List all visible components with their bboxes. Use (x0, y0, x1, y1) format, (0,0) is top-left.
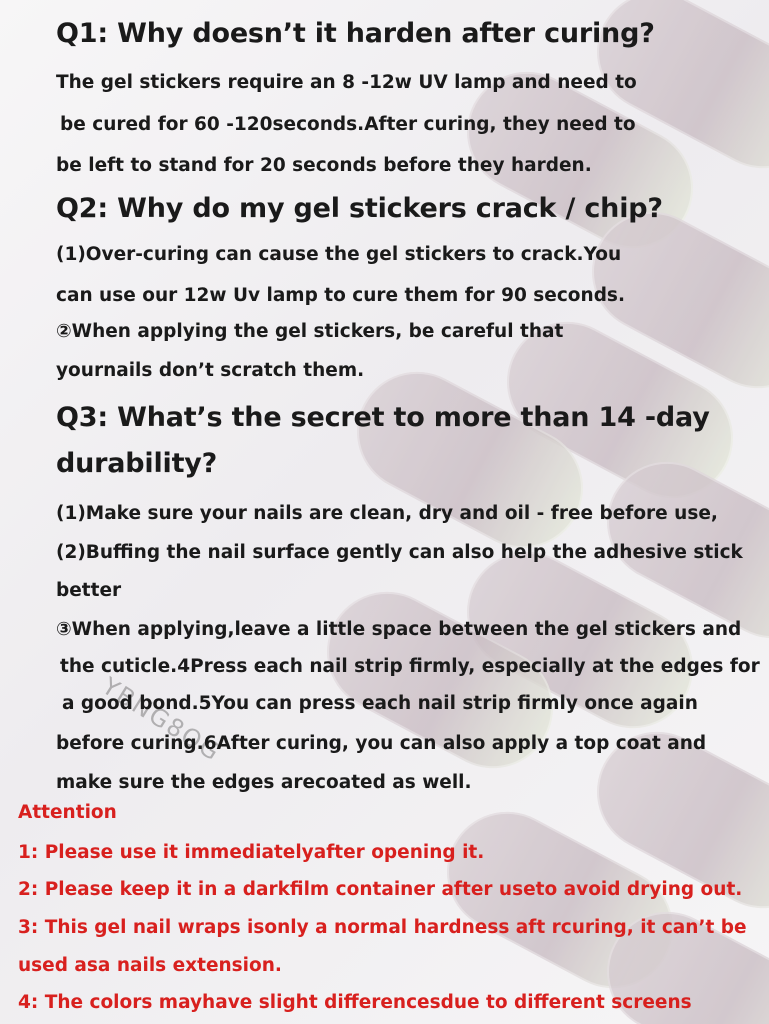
q3-line: a good bond.5You can press each nail strip firmly once again (62, 693, 698, 714)
q3-title: durability? (56, 448, 218, 479)
q3-line: better (56, 580, 122, 601)
attention-line: 2: Please keep it in a darkfilm container after useto avoid drying out. (18, 879, 743, 900)
q1-title: Q1: Why doesn’t it harden after curing? (56, 18, 655, 49)
q2-line: can use our 12w Uv lamp to cure them for 90 seconds. (56, 285, 625, 306)
q1-line: be cured for 60 -120seconds.After curing, they need to (60, 114, 636, 135)
q2-line: (1)Over-curing can cause the gel stickers to crack.You (56, 244, 622, 265)
attention-line: 4: The colors mayhave slight differencesdue to different screens (18, 992, 692, 1013)
q1-line: be left to stand for 20 seconds before they harden. (56, 155, 592, 176)
attention-line: 1: Please use it immediatelyafter opening it. (18, 842, 485, 863)
attention-title: Attention (18, 802, 117, 823)
q3-line: (2)Buffing the nail surface gently can also help the adhesive stick (56, 542, 743, 563)
q1-line: The gel stickers require an 8 -12w UV lamp and need to (56, 72, 637, 93)
q3-line: the cuticle.4Press each nail strip firmly, especially at the edges for (60, 656, 760, 677)
watermark: YBNG8OG (97, 672, 227, 767)
q3-title: Q3: What’s the secret to more than 14 -day (56, 402, 710, 433)
q2-line: yournails don’t scratch them. (56, 360, 365, 381)
q3-line: (1)Make sure your nails are clean, dry and oil - free before use, (56, 503, 718, 524)
q2-title: Q2: Why do my gel stickers crack / chip? (56, 193, 663, 224)
attention-line: 3: This gel nail wraps isonly a normal hardness aft rcuring, it can’t be (18, 917, 747, 938)
q2-line: ②When applying the gel stickers, be careful that (56, 321, 564, 342)
attention-line: used asa nails extension. (18, 955, 282, 976)
q3-line: before curing.6After curing, you can also apply a top coat and (56, 733, 707, 754)
q3-line: ③When applying,leave a little space between the gel stickers and (56, 619, 742, 640)
q3-line: make sure the edges arecoated as well. (56, 772, 472, 793)
